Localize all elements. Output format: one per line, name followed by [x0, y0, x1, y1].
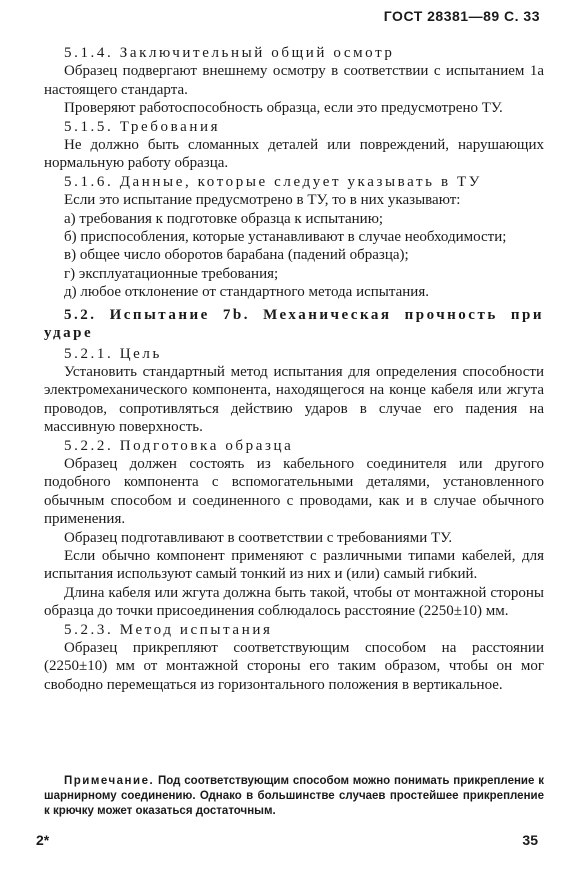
paragraph: Образец прикрепляют соответствующим способом на расстоянии (2250±10) мм от монтажной стороны его таким образом, чтобы он мог свободно перемещаться из горизонтального положения в вертикальное. [44, 640, 544, 693]
list-item: г) эксплуатационные требования; [64, 265, 279, 282]
paragraph: Образец должен состоять из кабельного соединителя или другого подобного компонента с вспомогательными деталями, установленного обычным способом и соединенного с проводами, как и в случае обычного применения. [44, 455, 544, 528]
list-item: в) общее число оборотов барабана (падений образца); [64, 247, 409, 264]
paragraph: Не должно быть сломанных деталей или повреждений, нарушающих нормальную работу образца. [44, 137, 544, 172]
paragraph: Проверяют работоспособность образца, если это предусмотрено ТУ. [64, 100, 503, 117]
page-number: 35 [522, 832, 538, 848]
page-header: ГОСТ 28381—89 С. 33 [383, 8, 540, 24]
subsection-heading: 5.1.6. Данные, которые следует указывать в ТУ [64, 173, 482, 190]
list-item: б) приспособления, которые устанавливают в случае необходимости; [64, 229, 507, 246]
subsection-heading: 5.2.1. Цель [64, 345, 162, 362]
list-item: а) требования к подготовке образца к испытанию; [64, 210, 384, 227]
footnote [44, 774, 544, 819]
paragraph: Если это испытание предусмотрено в ТУ, то в них указывают: [64, 192, 461, 209]
subsection-heading: 5.1.4. Заключительный общий осмотр [64, 45, 395, 61]
subsection-heading: 5.2.3. Метод испытания [64, 621, 273, 638]
paragraph: Длина кабеля или жгута должна быть такой, чтобы от монтажной стороны образца до точки присоединения соблюдалось расстояние (2250±10) мм. [44, 584, 544, 620]
subsection-heading: 5.1.5. Требования [64, 118, 221, 135]
document-body [44, 44, 544, 694]
paragraph: Если обычно компонент применяют с различными типами кабелей, для испытания используют самый тонкий из них и (или) самый гибкий. [44, 547, 544, 583]
paragraph: Установить стандартный метод испытания для определения способности электромеханического компонента, находящегося на конце кабеля или жгута проводов, сопротивляться действию ударов в случае его падения на массивную поверхность. [44, 363, 544, 436]
paragraph: Образец подвергают внешнему осмотру в соответствии с испытанием 1а настоящего стандарта. [44, 63, 544, 98]
subsection-heading: 5.2.2. Подготовка образца [64, 437, 294, 454]
sheet-mark: 2* [36, 832, 50, 848]
paragraph: Образец подготавливают в соответствии с требованиями ТУ. [64, 529, 453, 546]
section-heading: 5.2. Испытание 7b. Механическая прочность при ударе [44, 306, 544, 342]
footnote-text: Под соответствующим способом можно понимать прикрепление к шарнирному соединению. Однако в большинстве случаев простейшее прикрепление к крючку может оказаться достаточным. [44, 775, 544, 817]
list-item: д) любое отклонение от стандартного метода испытания. [64, 284, 429, 301]
footnote-label: Примечание. [64, 775, 155, 787]
